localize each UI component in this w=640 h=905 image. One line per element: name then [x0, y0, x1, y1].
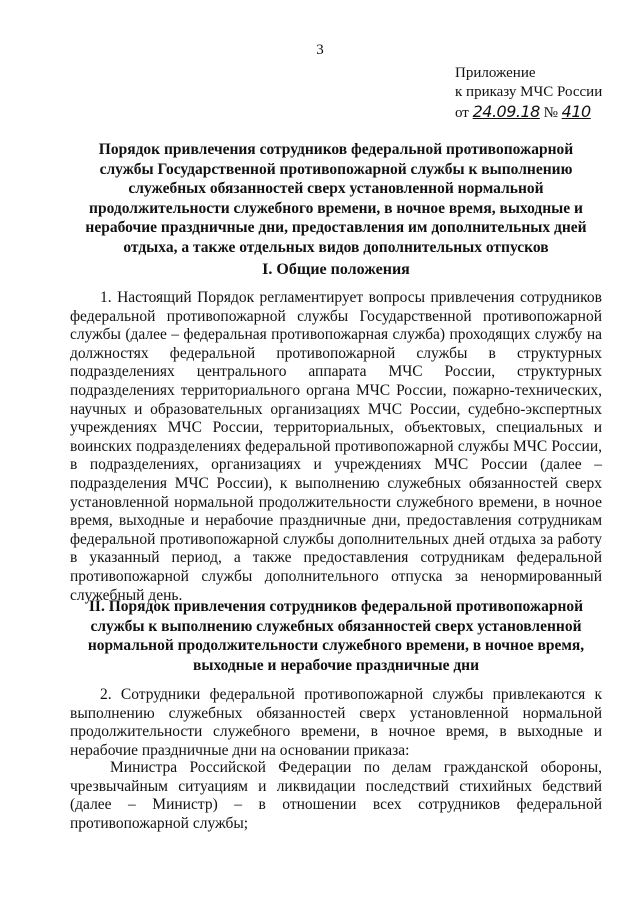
paragraph-1: 1. Настоящий Порядок регламентирует вопросы привлечения сотрудников федеральной противопожарной службы Государственной противопожарной службы (далее – федеральная противопожарная служба) проходящих службу на должностях федеральной противопожарной службы в структурных подразделениях центрального аппарата МЧС России, структурных подразделениях территориального органа МЧС России, пожарно-технических, научных и образовательных организациях МЧС России, судебно-экспертных учреждениях МЧС России, территориальных, объектовых, специальных и воинских подразделениях федеральной противопожарной службы МЧС России, в подразделениях, организациях и учреждениях МЧС России (далее – подразделения МЧС России), к выполнению служебных обязанностей сверх установленной нормальной продолжительности служебного времени, в ночное время, выходные и нерабочие праздничные дни, предоставления сотрудникам федеральной противопожарной службы дополнительных дней отдыха за работу в указанный период, а также предоставления сотрудникам федеральной противопожарной службы дополнительного отпуска за ненормированный служебный день.	[70, 289, 602, 604]
handwritten-date: 24.09.18	[472, 102, 540, 121]
number-label: №	[543, 105, 558, 121]
handwritten-number: 410	[561, 102, 591, 121]
date-prefix: от	[455, 105, 469, 121]
document-title: Порядок привлечения сотрудников федеральной противопожарной службы Государственной противопожарной службы к выполнению служебных обязанностей сверх установленной нормальной продолжительности служебного времени, в ночное время, выходные и нерабочие праздничные дни, предоставления им дополнительных дней отдыха, а также отдельных видов дополнительных отпусков	[85, 141, 587, 256]
page-number: 3	[316, 42, 324, 58]
appendix-title: Приложение	[455, 65, 536, 81]
paragraph-2: 2. Сотрудники федеральной противопожарной службы привлекаются к выполнению служебных обязанностей сверх установленной нормальной продолжительности служебного времени, в ночное время, в выходные и нерабочие праздничные дни на основании приказа:	[70, 686, 602, 759]
appendix-order-ref: к приказу МЧС России	[455, 84, 603, 100]
section2-heading: II. Порядок привлечения сотрудников федеральной противопожарной службы к выполнению служебных обязанностей сверх установленной нормальной продолжительности служебного времени, в ночное время, выходные и нерабочие праздничные дни	[87, 598, 585, 674]
appendix-block	[455, 64, 602, 123]
paragraph-3: Министра Российской Федерации по делам гражданской обороны, чрезвычайным ситуациям и ликвидации последствий стихийных бедствий (далее – Министр) – в отношении всех сотрудников федеральной противопожарной службы;	[70, 759, 602, 832]
section1-heading: I. Общие положения	[262, 261, 410, 278]
appendix-date-line	[455, 102, 602, 123]
